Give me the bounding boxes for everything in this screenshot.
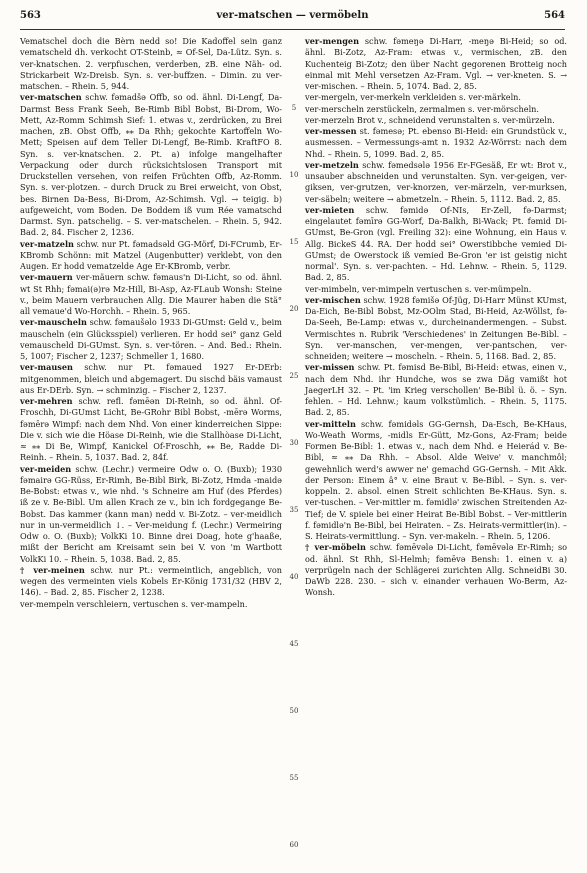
dictionary-entry <box>20 362 282 396</box>
entry-text: schw. fəmidəls GG-Gernsh, Da-Esch, Be-KHaus, Wo-Weath Worms, -midls Er-Gütt, Mz-Gons, Az-Fram; beide Formen Be-Bibl: 1. etwas v., nach dem Nhd. e Heierád v. Be-Bibl, ≈ ⁎⁎ Da Rhh. – Absol. Alde Weive' v. manchmôl; gewehnlich werd's awwer ne' gemachd GG-Gernsh. – Mit Akk. der Person: Einem â° v. eine Braut v. Be-Bibl. – Syn. s. ver-koppeln. 2. absol. einen Streit schlichten Be-KHaus. Syn. s. ver-tuschen. – Ver-mittler m. fəmidlə' zwischen Streitenden Az-Tief; de V. spiele bei einer Heirat Be-Bibl Bobst. – Ver-mittlerin f. fəmidlə'n Be-Bibl, bei Heiraten. – Zs. Heirats-vermittler(in). – S. Heirats-vermittlung. – Syn. ver-makeln. – Rhein. 5, 1206. <box>305 418 567 541</box>
entry-headword: ver-missen <box>305 362 355 373</box>
entry-headword: ver-mehren <box>20 396 73 406</box>
entry-text: schw. fəmadšə Offb, so od. ähnl. Di-Lengf, Da-Darmst Bess Frank Seeh, Be-Rimb Bibl Bobst, Bi-Drom, Wo-Mett, Az-Romm Schimsh Sief: 1. etwas v., zerdrücken, zu Brei machen, zB. Obst Offb, ⁎⁎ Da Rhh; gekochte Kartoffeln Wo-Mett; Speisen auf dem Teller Di-Lengf, Be-Rimb. KraftFO 8. Syn. s. ver-knatschen. 2. Pt. a) infolge mangelhafter Verpackung oder durch rücksichtslosen Transport mit Druckstellen versehen, von reifen Früchten Offb, Az-Romm. Syn. s. ver-plotzen. – durch Druck zu Brei erweicht, von Obst, bes. Birnen Da-Bess, Bi-Drom, Az-Schimsh. Vgl. → teigig. b) aufgeweicht, vom Boden. De Boddem iß vum Rée vamatschd Darmst. Syn. patschelig. – S. ver-matschelen. – Rhein. 5, 942. Bad. 2, 84. Fischer 2, 1236. <box>20 92 282 238</box>
entry-headword: ver-mauscheln <box>20 317 87 328</box>
entry-headword: ver-mitteln <box>305 418 356 429</box>
line-numbers <box>287 36 301 856</box>
entry-text: schw. fəmēvələ Di-Licht, fəmēvələ Er-Rimh; so od. ähnl. St Rhh, Sl-Helmh; fəmēvə Bensh: 1. einen v. a) verprügeln nach der Schlägerei zurichten Allg. SchneidBi 30. DaWb 228. 230. – sich v. einander verhauen Wo-Berm, Az-Wonsh. <box>305 542 568 598</box>
line-number: 5 <box>291 104 297 112</box>
entry-text: ver-mergeln, ver-merkeln verkleiden s. ver-märkeln. <box>305 92 521 103</box>
entry-text: Vematschel doch die Bèrn nedd so! Die Kadoffel sein ganz vematscheld dh. verkocht OT-Steinb, ≈ Of-Sel, Da-Lütz. Syn. s. ver-knatschen. 2. verpfuschen, verderben, zB. eine Näh- od. Strickarbeit Wz-Dreisb. Syn. s. ver-buffzen. – Dimin. zu ver-matschen. – Rhein. 5, 944. <box>20 36 282 91</box>
dictionary-entry <box>305 205 567 284</box>
entry-headword: ver-meiden <box>20 463 72 474</box>
left-column <box>20 36 282 610</box>
line-number: 15 <box>289 238 299 246</box>
line-number: 35 <box>289 506 299 514</box>
dictionary-entry <box>305 92 567 103</box>
entry-headword: ver-metzeln <box>305 159 359 170</box>
dictionary-entry <box>20 239 282 273</box>
entry-text: ver-merscheln zerstückeln, zermalmen s. ver-mörscheln. <box>305 103 539 114</box>
left-page-number: 563 <box>20 10 41 21</box>
line-number: 10 <box>289 171 299 179</box>
entry-text: schw. Pt. fəmisd Be-Bibl, Bi-Heid: etwas, einen v., nach dem Nhd. ihr Hundche, wos se zwa Däg vamißt hot JaegerLH 32. – Pt. 'im Krieg verschollen' Be-Bibl ü. ö. – Syn. fehlen. – Hd. Lehnw.; kaum volkstümlich. – Rhein. 5, 1175. Bad. 2, 85. <box>305 362 567 418</box>
entry-text: schw. (Lechr.) vermeire Odw o. O. (Buxb); 1930 fəmairə GG-Rüss, Er-Rimh, Be-Bibl Birk, Bi-Zotz, Hmda -maidə Be-Bobst: etwas v., wie nhd. 's Schneire am Huf (des Pferdes) iß ze v. Be-Bibl. Um allen Krach ze v., bin ich fordgegange Be-Bobst. Das kammer (kann man) nedd v. Bi-Zotz. – ver-meidlich nur in un-vermeidlich ↓. – Ver-meidung f. (Lechr.) Vermeiring Odw o. O. (Buxb); VolkKi 10. Binne drei Doag, hote g'haaße, mißt der Bericht am Kreisamt sein bei V. von 'm Wartbott VolkKi 10. – Rhein. 5, 1038. Bad. 2, 85. <box>20 463 282 564</box>
dictionary-entry <box>305 295 567 363</box>
line-number: 20 <box>289 305 299 313</box>
entry-headword: ver-matzeln <box>20 238 74 249</box>
line-number: 30 <box>289 439 299 447</box>
line-number: 60 <box>289 841 299 849</box>
running-title: ver-matschen — vermöbeln <box>216 10 369 21</box>
line-number: 45 <box>289 640 299 648</box>
right-column <box>305 36 567 599</box>
entry-text: schw. fəmeŋə Di-Harr, -meŋə Bi-Heid; so od. ähnl. Bi-Zotz, Az-Fram: etwas v., vermischen, zB. den Kuchenteig Bi-Zotz; den über Nacht gegorenen Brotteig noch einmal mit Mehl versetzen Az-Fram. Vgl. → ver-kneten. S. → ver-mischen. – Rhein. 5, 1074. Bad. 2, 85. <box>305 36 567 91</box>
dictionary-entry <box>20 464 282 565</box>
dictionary-entry <box>20 599 282 610</box>
dictionary-entry <box>305 542 567 598</box>
dictionary-entry <box>305 362 567 418</box>
line-number: 40 <box>289 573 299 581</box>
entry-text: ver-merzeln Brot v., schneidend verunstalten s. ver-mürzeln. <box>305 114 555 125</box>
entry-text: schw. refl. fəmēən Di-Reinh, so od. ähnl. Of-Froschh, Di-GUmst Licht, Be-GRohr Bibl Bobst, -mērə Worms, fəmērə Wimpf: nach dem Nhd. Von einer kinderreichen Sippe: Die v. sich wie die Höase Di-Reinh, wie die Stallhòase Di-Licht, ≈ ⁎⁎ Di Be, Wimpf, Kanickel Of-Froschh, ⁎⁎ Be, Radde Di-Reinh. – Rhein. 5, 1037. Bad. 2, 84f. <box>20 396 282 463</box>
dictionary-entry <box>20 272 282 317</box>
entry-headword: † ver-möbeln <box>305 542 366 553</box>
entry-text: ver-mempeln verschleiern, vertuschen s. ver-mampeln. <box>20 598 248 609</box>
entry-text: schw. fəmedsələ 1956 Er-FGesäß, Er wt: Brot v., unsauber abschneiden und verunstalten. Syn. ver-geigen, ver-giksen, ver-grutzen, ver-knorzen, ver-märzeln, ver-murksen, ver-säbeln; weitere → abmetzeln. – Rhein. 5, 1112. Bad. 2, 85. <box>305 159 567 204</box>
entry-headword: ver-mischen <box>305 294 361 305</box>
entry-headword: ver-mauern <box>20 272 73 283</box>
dictionary-entry <box>305 126 567 160</box>
dictionary-entry <box>305 284 567 295</box>
line-number: 50 <box>289 707 299 715</box>
line-number: 25 <box>289 372 299 380</box>
right-page-number: 564 <box>544 10 565 21</box>
entry-text: schw. nur Pt. fəmaued 1927 Er-DErb: mitgenommen, bleich und abgemagert. Du sischd bäis vamaust aus Er-DErb. Syn. → schminzig. – Fischer 2, 1237. <box>20 362 282 395</box>
entry-headword: ver-mieten <box>305 204 355 215</box>
header-rule <box>20 29 565 30</box>
entry-headword: ver-matschen <box>20 92 82 103</box>
dictionary-entry <box>305 419 567 543</box>
dictionary-entry <box>305 115 567 126</box>
entry-text: ver-mäuern schw. fəmaus'n Di-Licht, so od. ähnl. wt St Rhh; fəmai(ə)rə Mz-Hill, Bi-Asp, Az-FLaub Wonsh: Steine v., beim Mauern verbrauchen Allg. Die Maurer haben die Stä° all vemaue'd Wo-Horchh. – Rhein. 5, 965. <box>20 272 282 316</box>
entry-text: schw. nur Pt.: vermeintlich, angeblich, von wegen des vermeinten viels Kobels Er-König 1731/32 (HBV 2, 146). – Bad. 2, 85. Fischer 2, 1238. <box>20 564 282 598</box>
dictionary-entry <box>20 565 282 599</box>
dictionary-entry <box>20 92 282 238</box>
dictionary-entry <box>305 104 567 115</box>
entry-text: schw. nur Pt. fəmadsəld GG-Mörf, Di-FCrumb, Er-KBromb Schönn: mit Matzel (Augenbutter) verklebt, von den Augen. Er hodd vematzelde Age Er-KBromb, verbr. <box>20 238 282 271</box>
page-header <box>20 10 565 26</box>
line-number: 55 <box>289 774 299 782</box>
entry-text: schw. 1928 fəmišə Of-Jüg, Di-Harr Münst KUmst, Da-Eich, Be-Bibl Bobst, Mz-OOlm Stad, Bi-Heid, Az-Wöllst, fə- Da-Seeh, Be-Lamp: etwas v., durcheinandermengen. – Subst. Vermischtes n. Rubrik 'Verschiedenes' in Zeitungen Be-Bibl. – Syn. ver-manschen, ver-mengen, ver-pantschen, ver-schneiden; weitere → moscheln. – Rhein. 5, 1168. Bad. 2, 85. <box>305 294 567 361</box>
entry-headword: ver-mausen <box>20 362 73 373</box>
entry-text: st. fəmesə; Pt. ebenso Bi-Heid: ein Grundstück v., ausmessen. – Vermessungs-amt n. 1932 Az-Wörrst: nach dem Nhd. – Rhein. 5, 1099. Bad. 2, 85. <box>305 126 567 159</box>
dictionary-entry <box>20 36 282 92</box>
entry-text: ver-mimbeln, ver-mimpeln vertuschen s. ver-mümpeln. <box>305 283 532 294</box>
entry-text: schw. fəmidə Of-NIs, Er-Zell, fə-Darmst; eingelautet fəmīrə GG-Worf, Da-Balkh, Bi-Wack; Pt. fəmid Di-GUmst, Be-Gron (vgl. Freiling 32): eine Wohnung, ein Haus v. Allg. BickeS 44. RA. Der hodd sei° Owerstibbche vemied Di-GUmst; de Owerstock iß vemied Be-Gron 'er ist geistig nicht normal'. Syn. s. ver-pachten. – Hd. Lehnw. – Rhein. 5, 1129. Bad. 2, 85. <box>305 204 567 283</box>
entry-headword: ver-messen <box>305 126 357 136</box>
dictionary-entry <box>20 396 282 464</box>
entry-headword: ver-mengen <box>305 36 359 46</box>
entry-headword: † ver-meinen <box>20 564 85 575</box>
dictionary-entry <box>305 160 567 205</box>
dictionary-entry <box>305 36 567 92</box>
entry-text: schw. fəmaušəlo 1933 Di-GUmst: Geld v., beim mauscheln (ein Glücksspiel) verlieren. Er hodd sei° ganz Geld vemauscheld Di-GUmst. Syn. s. ver-tören. – And. Bed.: Rhein. 5, 1007; Fischer 2, 1237; Schmeller 1, 1680. <box>20 317 282 361</box>
dictionary-entry <box>20 317 282 362</box>
